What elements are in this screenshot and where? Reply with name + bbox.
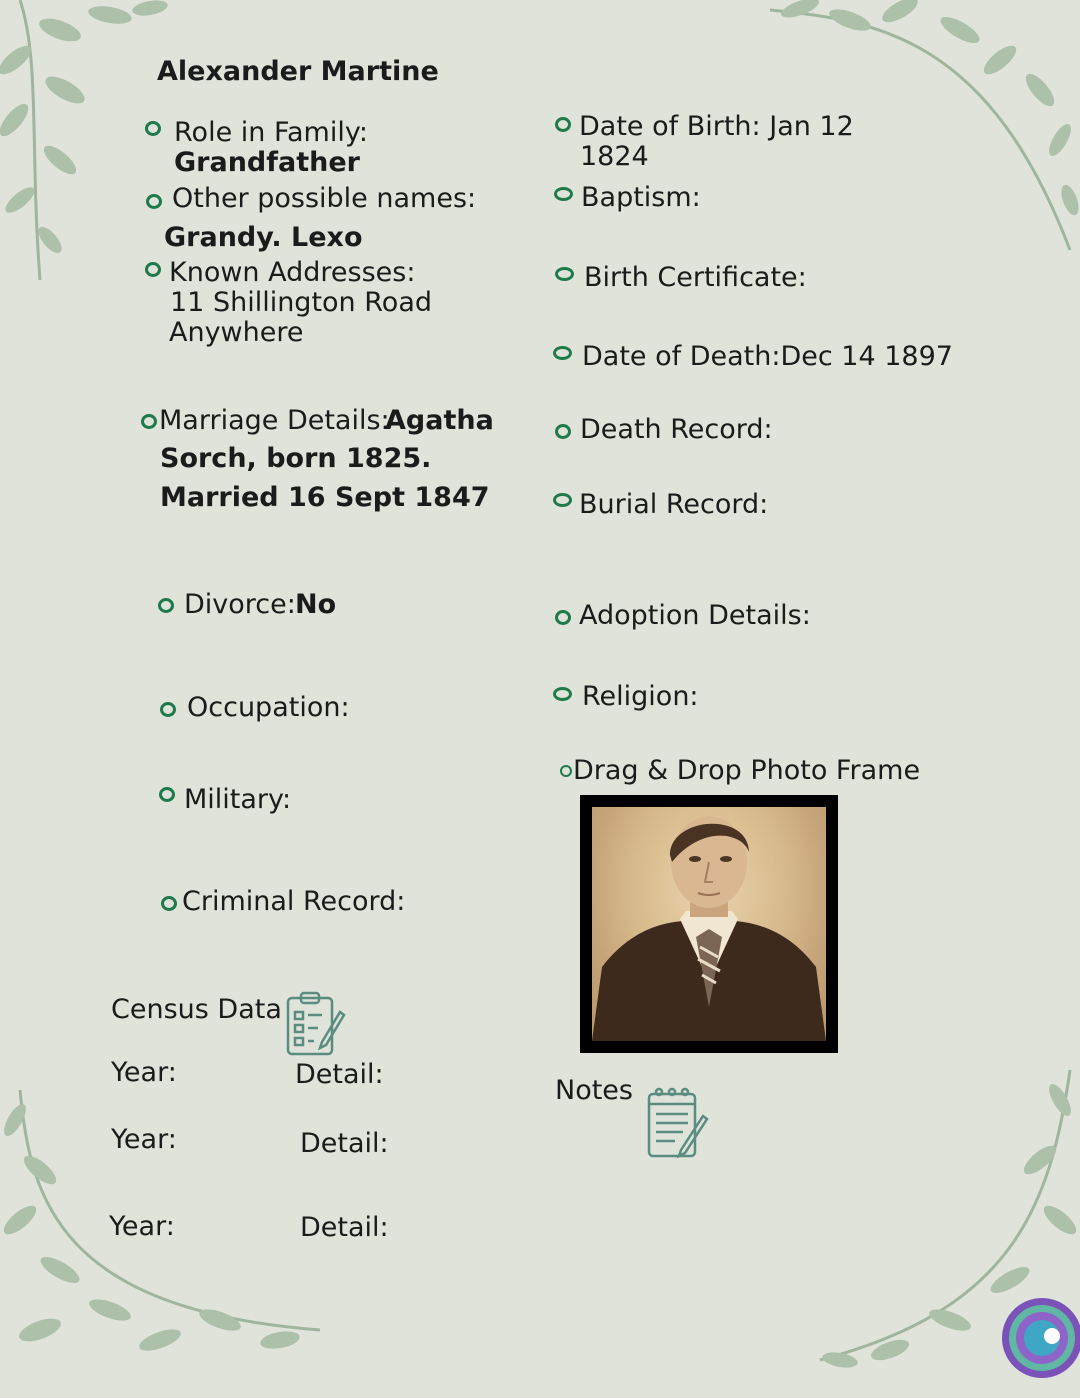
census-year-label: Year: [109, 1211, 175, 1242]
census-detail-label: Detail: [300, 1212, 389, 1243]
marriage-value-line-3: Married 16 Sept 1847 [160, 482, 490, 513]
census-year-label: Year: [111, 1057, 177, 1088]
death-record-label: Death Record: [580, 414, 773, 445]
adoption-label: Adoption Details: [579, 600, 811, 631]
other-names-value: Grandy. Lexo [164, 222, 363, 253]
bullet-icon [555, 424, 571, 439]
bullet-icon [554, 187, 573, 201]
other-names-label: Other possible names: [172, 183, 477, 214]
marriage-value-line-2: Sorch, born 1825. [160, 443, 432, 474]
bullet-icon [145, 262, 161, 277]
notes-title: Notes [555, 1075, 633, 1106]
dob-year: 1824 [580, 141, 649, 172]
role-label: Role in Family: [174, 117, 368, 148]
divorce-value: No [295, 589, 337, 620]
dob-label: Date of Birth: Jan 12 [579, 111, 854, 142]
census-title: Census Data [111, 994, 282, 1025]
census-detail-label: Detail: [300, 1128, 389, 1159]
marriage-value-line-1: Agatha [385, 405, 494, 436]
criminal-record-label: Criminal Record: [182, 886, 406, 917]
bullet-icon [160, 702, 176, 717]
photo-frame[interactable] [580, 795, 838, 1053]
divorce-label: Divorce: [184, 589, 296, 620]
bullet-icon [158, 598, 174, 613]
census-detail-label: Detail: [295, 1059, 384, 1090]
logo-badge-icon [1000, 1296, 1080, 1380]
bullet-icon [145, 121, 161, 136]
dod-label: Date of Death:Dec 14 1897 [582, 341, 953, 372]
bullet-icon [553, 493, 572, 507]
bullet-icon [146, 194, 162, 209]
photo-frame-label: Drag & Drop Photo Frame [573, 755, 921, 786]
bullet-icon [560, 765, 572, 777]
bullet-icon [161, 896, 177, 911]
bullet-icon [141, 414, 157, 429]
notepad-pencil-icon [645, 1086, 711, 1160]
baptism-label: Baptism: [581, 182, 701, 213]
portrait-photo [592, 807, 826, 1041]
person-name: Alexander Martine [157, 56, 439, 87]
birth-certificate-label: Birth Certificate: [584, 262, 807, 293]
role-value: Grandfather [174, 147, 360, 178]
clipboard-checklist-icon [284, 990, 346, 1058]
bullet-icon [555, 117, 571, 132]
address-line-2: Anywhere [169, 317, 304, 348]
marriage-label: Marriage Details: [159, 405, 390, 436]
address-line-1: 11 Shillington Road [170, 287, 432, 318]
bullet-icon [553, 687, 572, 701]
military-label: Military: [184, 784, 292, 815]
occupation-label: Occupation: [187, 692, 350, 723]
religion-label: Religion: [582, 681, 699, 712]
burial-record-label: Burial Record: [579, 489, 769, 520]
addresses-label: Known Addresses: [169, 257, 416, 288]
census-year-label: Year: [111, 1124, 177, 1155]
bullet-icon [159, 787, 175, 802]
bullet-icon [555, 610, 571, 625]
bullet-icon [553, 346, 572, 360]
bullet-icon [555, 267, 574, 281]
